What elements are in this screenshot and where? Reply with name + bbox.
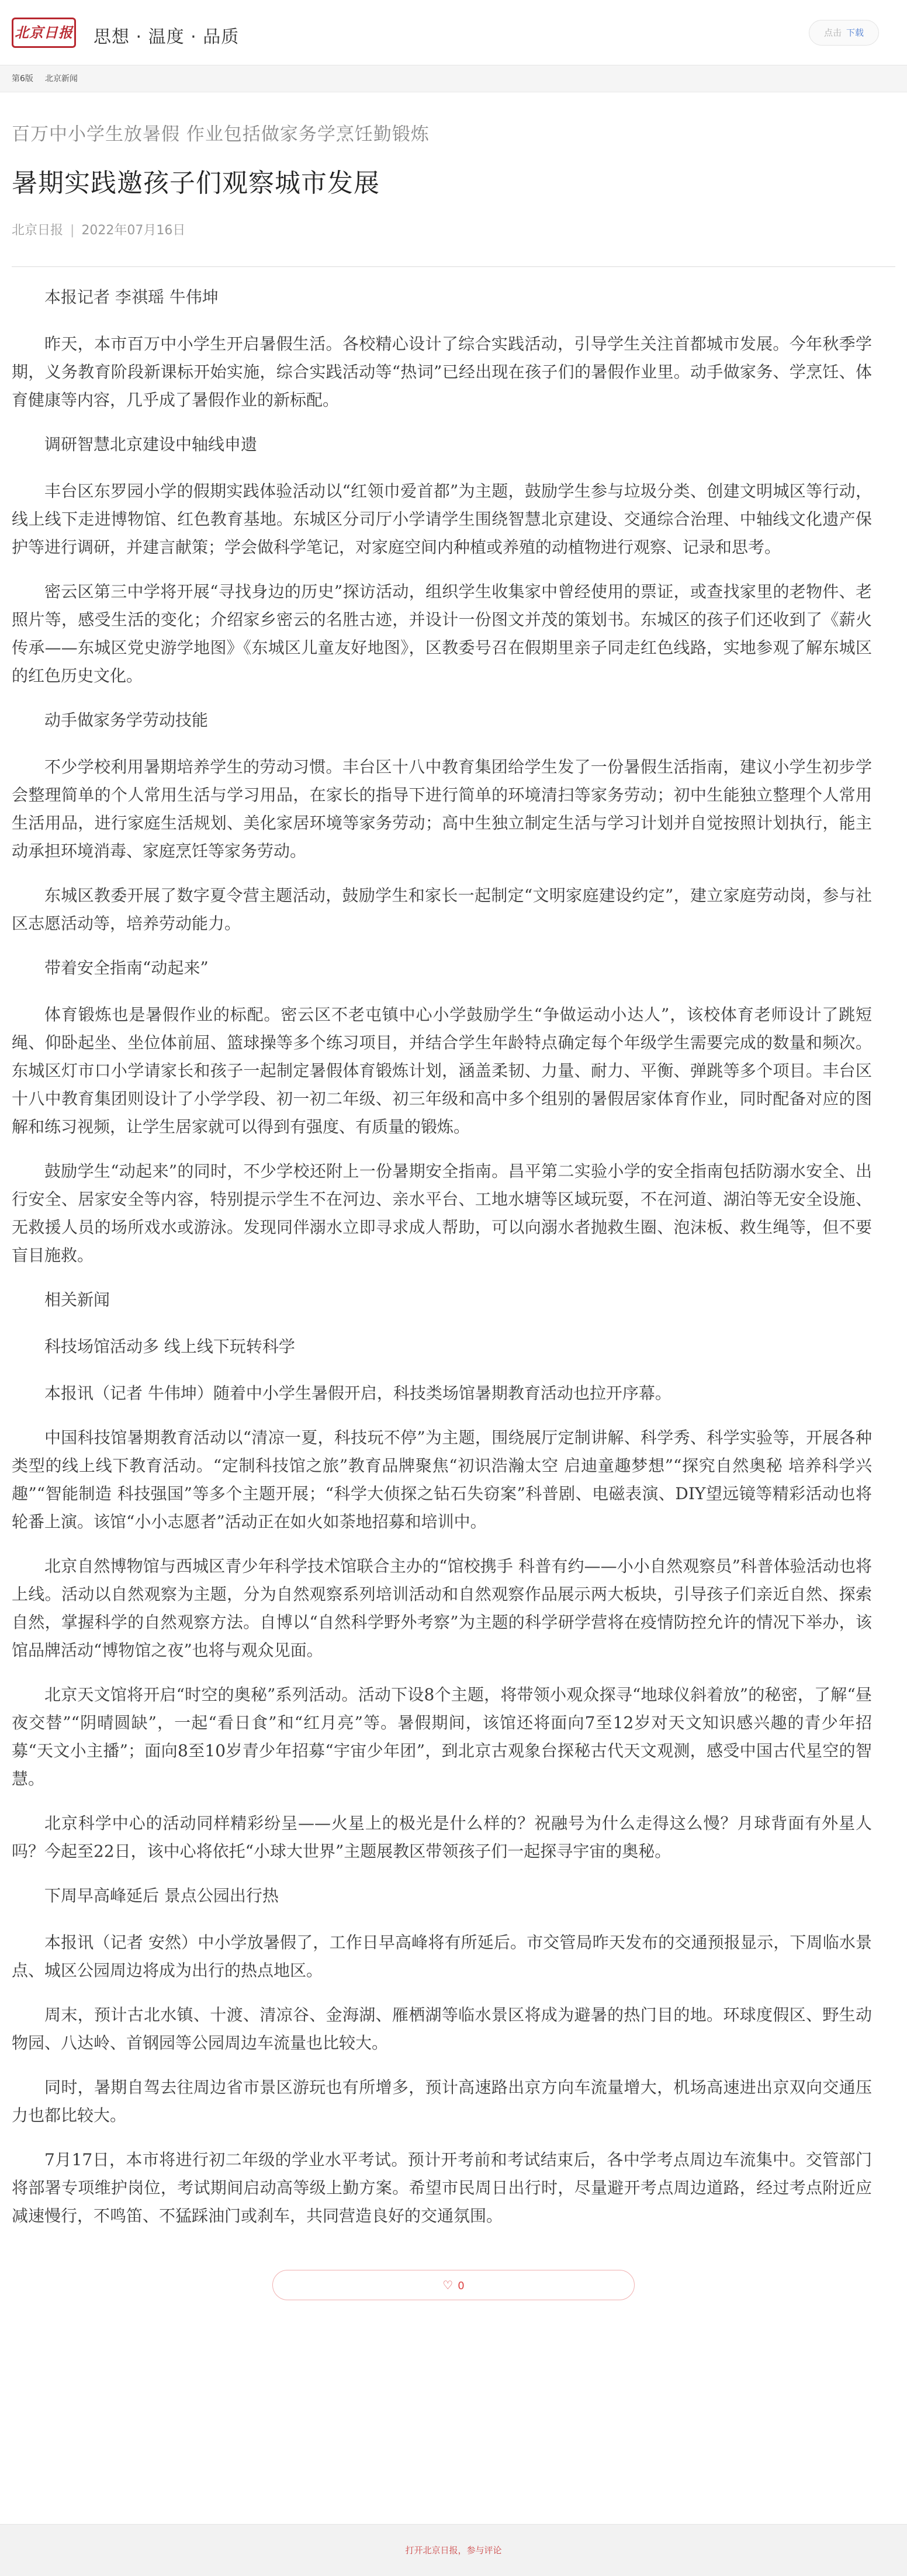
article-subheading: 相关新闻 [44, 1290, 110, 1309]
article-paragraph: 昨天，本市百万中小学生开启暑假生活。各校精心设计了综合实践活动，引导学生关注首都城市发展。今年秋季学期，义务教育阶段新课标开始实施，综合实践活动等“热词”已经出现在孩子们的暑假作业里。动手做家务、学烹饪、体育健康等内容，几乎成了暑假作业的新标配。 [12, 334, 872, 410]
article-paragraph: 7月17日，本市将进行初二年级的学业水平考试。预计开考前和考试结束后，各中学考点周边车流集中。交管部门将部署专项维护岗位，考试期间启动高等级上勤方案。希望市民周日出行时，尽量避开考点周边道路，经过考点附近应减速慢行，不鸣笛、不猛踩油门或刹车，共同营造良好的交通氛围。 [12, 2150, 872, 2225]
article-subheading: 带着安全指南“动起来” [44, 958, 209, 977]
article-source: 北京日报 [12, 223, 64, 238]
article-subheading: 科技场馆活动多 线上线下玩转科学 [44, 1337, 295, 1356]
footer-text: 打开北京日报，参与评论 [405, 2545, 502, 2556]
article-date: | 2022年07月16日 [63, 223, 185, 238]
article-body [0, 267, 907, 2230]
article-paragraph: 周末，预计古北水镇、十渡、清凉谷、金海湖、雁栖湖等临水景区将成为避暑的热门目的地。环球度假区、野生动物园、八达岭、首钢园等公园周边车流量也比较大。 [12, 2005, 872, 2053]
article-paragraph: 东城区教委开展了数字夏令营主题活动，鼓励学生和家长一起制定“文明家庭建设约定”，建立家庭劳动岗，参与社区志愿活动等，培养劳动能力。 [12, 886, 872, 933]
article-subheading: 下周早高峰延后 景点公园出行热 [44, 1886, 279, 1905]
section-name[interactable]: 北京新闻 [44, 74, 78, 84]
article-subheading: 调研智慧北京建设中轴线申遗 [44, 435, 258, 454]
newspaper-logo[interactable]: 北京日报 [12, 18, 76, 48]
like-count: 0 [458, 2280, 465, 2292]
article-paragraph: 鼓励学生“动起来”的同时，不少学校还附上一份暑期安全指南。昌平第二实验小学的安全指南包括防溺水安全、出行安全、居家安全等内容，特别提示学生不在河边、亲水平台、工地水塘等区域玩耍，不在河道、湖泊等无安全设施、无救援人员的场所戏水或游泳。发现同伴溺水立即寻求成人帮助，可以向溺水者抛救生圈、泡沫板、救生绳等，但不要盲目施救。 [12, 1162, 872, 1265]
like-bar [0, 2246, 907, 2300]
article-title: 暑期实践邀孩子们观察城市发展 [12, 168, 380, 198]
action-prefix: 点击 [823, 27, 842, 38]
page-number[interactable]: 第6版 [12, 74, 33, 84]
download-label: 下载 [846, 27, 864, 38]
article-paragraph: 本报讯（记者 安然）中小学放暑假了，工作日早高峰将有所延后。市交管局昨天发布的交通预报显示，下周临水景点、城区公园周边将成为出行的热点地区。 [12, 1933, 872, 1980]
article-paragraph: 密云区第三中学将开展“寻找身边的历史”探访活动，组织学生收集家中曾经使用的票证，或查找家里的老物件、老照片等，感受生活的变化；介绍家乡密云的名胜古迹，并设计一份图文并茂的策划书。东城区的孩子们还收到了《薪火传承——东城区党史游学地图》《东城区儿童友好地图》，区教委号召在假期里亲子同走红色线路，实地参观了解东城区的红色历史文化。 [12, 582, 872, 685]
article-paragraph: 本报讯（记者 牛伟坤）随着中小学生暑假开启，科技类场馆暑期教育活动也拉开序幕。 [44, 1384, 671, 1403]
article-paragraph: 同时，暑期自驾去往周边省市景区游玩也有所增多，预计高速路出京方向车流量增大，机场高速进出京双向交通压力也都比较大。 [12, 2078, 872, 2125]
article-paragraph: 北京天文馆将开启“时空的奥秘”系列活动。活动下设8个主题，将带领小观众探寻“地球仪斜着放”的秘密，了解“昼夜交替”“阴晴圆缺”，一起“看日食”和“红月亮”等。暑假期间，该馆还将面向7至12岁对天文知识感兴趣的青少年招募“天文小主播”；面向8至10岁青少年招募“宇宙少年团”，到北京古观象台探秘古代天文观测，感受中国古代星空的智慧。 [12, 1685, 872, 1788]
article-subheading: 动手做家务学劳动技能 [44, 710, 209, 730]
article-paragraph: 北京自然博物馆与西城区青少年科学技术馆联合主办的“馆校携手 科普有约——小小自然观察员”科普体验活动也将上线。活动以自然观察为主题，分为自然观察系列培训活动和自然观察作品展示两大板块，引导孩子们亲近自然、探索自然，掌握科学的自然观察方法。自博以“自然科学野外考察”为主题的科学研学营将在疫情防控允许的情况下举办，该馆品牌活动“博物馆之夜”也将与观众见面。 [12, 1556, 872, 1660]
article-paragraph: 不少学校利用暑期培养学生的劳动习惯。丰台区十八中教育集团给学生发了一份暑假生活指南，建议小学生初步学会整理简单的个人常用生活与学习用品，在家长的指导下进行简单的环境清扫等家务劳动；初中生能独立整理个人常用生活用品，进行家庭生活规划、美化家居环境等家务劳动；高中生独立制定生活与学习计划并自觉按照计划执行，能主动承担环境消毒、家庭烹饪等家务劳动。 [12, 757, 872, 861]
article-paragraph: 丰台区东罗园小学的假期实践体验活动以“红领巾爱首都”为主题，鼓励学生参与垃圾分类、创建文明城区等行动，线上线下走进博物馆、红色教育基地。东城区分司厅小学请学生围绕智慧北京建设、交通综合治理、中轴线文化遗产保护等进行调研，并建言献策；学会做科学笔记，对家庭空间内种植或养殖的动植物进行观察、记录和思考。 [12, 481, 872, 557]
article-paragraph: 中国科技馆暑期教育活动以“清凉一夏，科技玩不停”为主题，围绕展厅定制讲解、科学秀、科学实验等，开展各种类型的线上线下教育活动。“定制科技馆之旅”教育品牌聚焦“初识浩瀚太空 启迪童趣梦想”“探究自然奥秘 培养科学兴趣”“智能制造 科技强国”等多个主题开展；“科学大侦探之钻石失窃案”科普剧、电磁表演、DIY望远镜等精彩活动也将轮番上演。该馆“小小志愿者”活动正在如火如荼地招募和培训中。 [12, 1428, 872, 1531]
download-app-button[interactable] [809, 20, 879, 46]
slogan: 思想 · 温度 · 品质 [94, 27, 240, 47]
top-bar [0, 0, 907, 65]
open-app-footer[interactable] [0, 2524, 907, 2576]
article-kicker: 百万中小学生放暑假 作业包括做家务学烹饪勤锻炼 [12, 124, 430, 145]
article-paragraph: 北京科学中心的活动同样精彩纷呈——火星上的极光是什么样的？祝融号为什么走得这么慢？月球背面有外星人吗？今起至22日，该中心将依托“小球大世界”主题展教区带领孩子们一起探寻宇宙的奥秘。 [12, 1814, 872, 1861]
article-paragraph: 体育锻炼也是暑假作业的标配。密云区不老屯镇中心小学鼓励学生“争做运动小达人”，该校体育老师设计了跳短绳、仰卧起坐、坐位体前屈、篮球操等多个练习项目，并结合学生年龄特点确定每个年级学生需要完成的数量和频次。东城区灯市口小学请家长和孩子一起制定暑假体育锻炼计划，涵盖柔韧、力量、耐力、平衡、弹跳等多个项目。丰台区十八中教育集团则设计了小学学段、初一初二年级、初三年级和高中多个组别的暑假居家体育作业，同时配备对应的图解和练习视频，让学生居家就可以得到有强度、有质量的锻炼。 [12, 1005, 872, 1136]
page-bar [0, 65, 907, 92]
heart-icon: ♡ [442, 2278, 454, 2292]
article-subheading: 本报记者 李祺瑶 牛伟坤 [44, 287, 219, 307]
article-meta [12, 220, 895, 238]
article-header [0, 119, 907, 238]
like-button[interactable] [272, 2270, 635, 2300]
